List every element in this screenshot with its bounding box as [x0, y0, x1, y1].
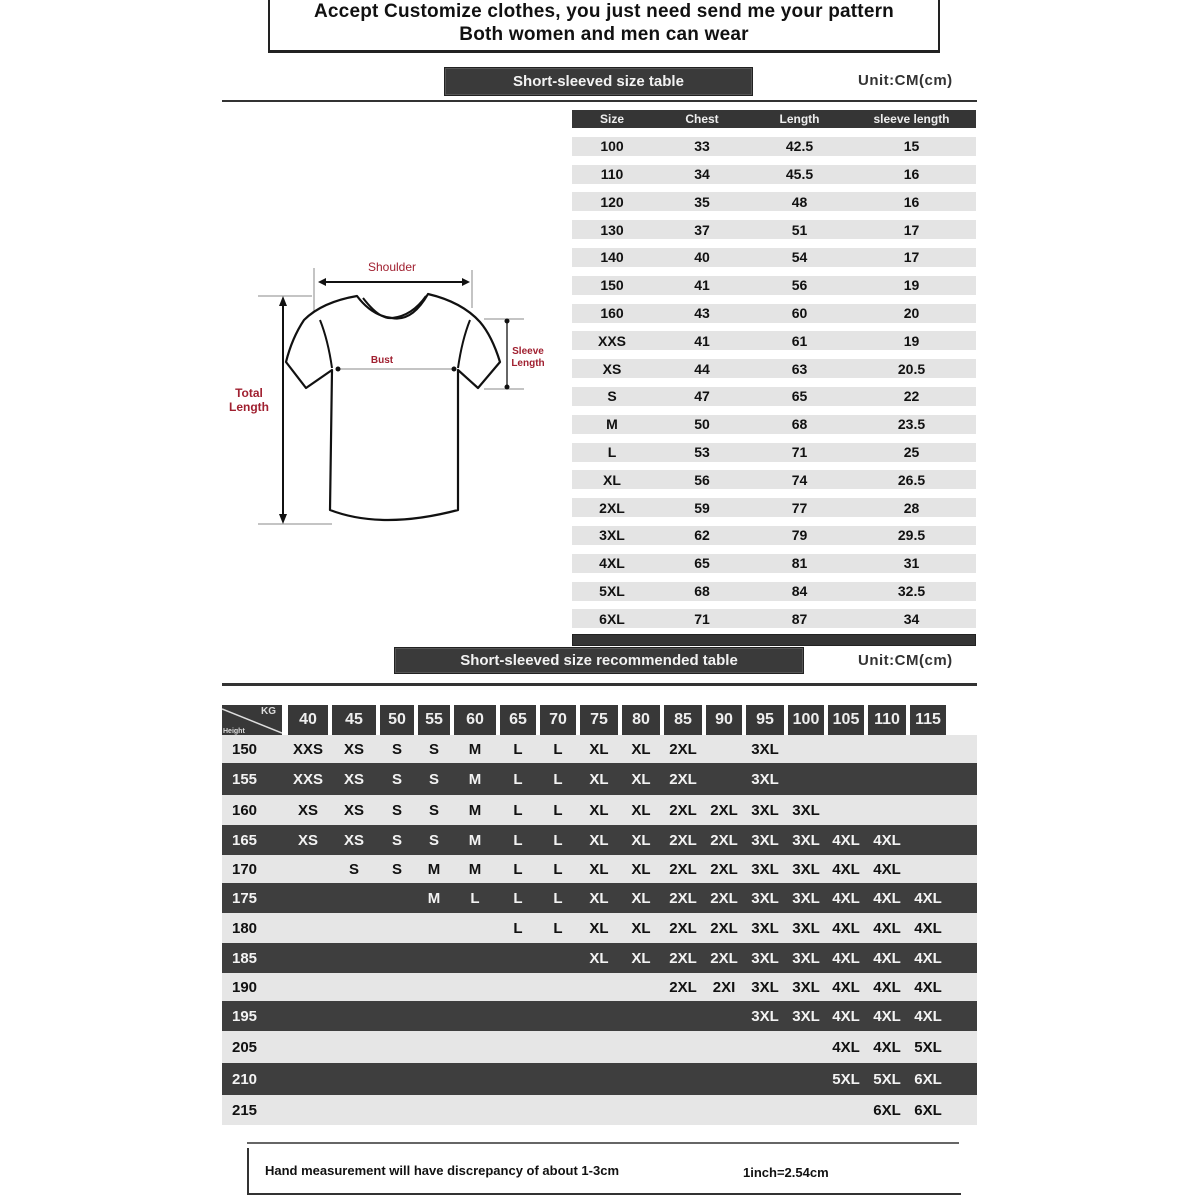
divider — [247, 1142, 959, 1144]
size-cell: 4XL — [873, 831, 901, 849]
table-row — [222, 855, 977, 883]
cell-sleeve-length: 23.5 — [897, 416, 926, 433]
size-cell: 4XL — [873, 1038, 901, 1056]
cell-length: 87 — [791, 610, 808, 627]
size-cell: XL — [589, 919, 609, 937]
size-cell: 4XL — [914, 1007, 942, 1025]
size-cell: XS — [297, 831, 318, 849]
cell-length: 63 — [791, 360, 808, 377]
size-cell: M — [468, 740, 482, 758]
size-cell: 4XL — [832, 860, 860, 878]
size-cell: 5XL — [832, 1070, 860, 1088]
cell-sleeve-length: 29.5 — [897, 527, 926, 544]
cell-chest: 43 — [694, 305, 710, 322]
size-cell: 3XL — [751, 1007, 779, 1025]
cell-size: 6XL — [599, 610, 625, 627]
cell-length: 71 — [791, 444, 808, 461]
table-row — [572, 331, 976, 350]
cell-length: 74 — [791, 471, 808, 488]
cell-size: XXS — [597, 332, 626, 349]
cell-size: XL — [603, 471, 621, 488]
size-cell: L — [513, 770, 523, 788]
weight-header-cell: 60 — [454, 705, 496, 735]
size-cell: 3XL — [751, 919, 779, 937]
size-cell: 3XL — [751, 978, 779, 996]
cell-size: M — [606, 416, 618, 433]
size-cell: L — [513, 919, 523, 937]
size-cell: XL — [631, 949, 651, 967]
size-cell: L — [513, 860, 523, 878]
cell-chest: 50 — [694, 416, 710, 433]
bust-label: Bust — [370, 355, 394, 366]
recommend-table-body — [222, 735, 977, 1125]
size-cell: L — [513, 801, 523, 819]
size-cell: 6XL — [873, 1101, 901, 1119]
cell-size: S — [607, 388, 617, 405]
cell-chest: 44 — [694, 360, 710, 377]
cell-size: 4XL — [599, 555, 625, 572]
size-cell: 6XL — [914, 1101, 942, 1119]
table-row — [572, 554, 976, 573]
table-row — [572, 276, 976, 295]
cell-sleeve-length: 22 — [903, 388, 920, 405]
cell-chest: 37 — [694, 221, 710, 238]
cell-length: 84 — [791, 583, 808, 600]
cell-chest: 35 — [694, 193, 710, 210]
table-row — [222, 943, 977, 973]
size-cell: 2XL — [710, 860, 738, 878]
corner-cell — [222, 705, 282, 735]
size-cell: XXS — [292, 770, 323, 788]
size-cell: 4XL — [873, 949, 901, 967]
size-cell: S — [428, 770, 439, 788]
size-cell: 2XL — [710, 949, 738, 967]
size-cell: 4XL — [832, 919, 860, 937]
cell-chest: 71 — [694, 610, 710, 627]
size-cell: 4XL — [832, 949, 860, 967]
size-cell: 4XL — [914, 949, 942, 967]
cell-chest: 62 — [694, 527, 710, 544]
cell-sleeve-length: 25 — [903, 444, 920, 461]
size-cell: 4XL — [873, 1007, 901, 1025]
cell-chest: 40 — [694, 249, 710, 266]
size-cell: 4XL — [873, 889, 901, 907]
size-cell: 4XL — [832, 978, 860, 996]
size-cell: L — [553, 770, 563, 788]
table-row — [222, 883, 977, 913]
cell-size: 150 — [600, 277, 624, 294]
table-row — [222, 1031, 977, 1063]
table-row — [222, 913, 977, 943]
cell-sleeve-length: 17 — [903, 221, 920, 238]
height-cell: 165 — [232, 831, 258, 849]
cell-size: 3XL — [599, 527, 625, 544]
sleeve-length-label: Sleeve Length — [511, 346, 545, 369]
cell-size: 110 — [600, 166, 624, 183]
size-cell: 3XL — [792, 860, 820, 878]
table-row — [222, 973, 977, 1001]
size-cell: 3XL — [792, 919, 820, 937]
cell-chest: 34 — [694, 166, 710, 183]
size-table-body — [572, 137, 976, 629]
size-cell: XS — [343, 770, 364, 788]
size-cell: L — [553, 860, 563, 878]
size-cell: 4XL — [914, 919, 942, 937]
cell-chest: 41 — [694, 332, 710, 349]
table-row — [572, 220, 976, 239]
cell-length: 79 — [791, 527, 808, 544]
height-cell: 190 — [232, 978, 258, 996]
table-row — [572, 304, 976, 323]
inch-conversion-note: 1inch=2.54cm — [743, 1165, 829, 1180]
size-cell: S — [348, 860, 359, 878]
table-row — [572, 137, 976, 156]
weight-header-cell: 95 — [746, 705, 784, 735]
size-cell: 2XL — [669, 740, 697, 758]
size-cell: L — [513, 740, 523, 758]
size-cell: 3XL — [792, 889, 820, 907]
height-cell: 155 — [232, 770, 258, 788]
size-cell: XS — [297, 801, 318, 819]
weight-header-cell: 90 — [706, 705, 742, 735]
cell-length: 65 — [791, 388, 808, 405]
column-header-size: Size — [599, 112, 624, 126]
cell-length: 42.5 — [785, 138, 814, 155]
size-table-footer-bar — [572, 634, 976, 646]
size-cell: XL — [589, 801, 609, 819]
cell-length: 68 — [791, 416, 808, 433]
cell-chest: 41 — [694, 277, 710, 294]
height-cell: 210 — [232, 1070, 258, 1088]
size-cell: XL — [589, 831, 609, 849]
cell-length: 60 — [791, 305, 808, 322]
cell-sleeve-length: 15 — [903, 138, 920, 155]
height-cell: 175 — [232, 889, 258, 907]
size-cell: S — [391, 740, 402, 758]
size-cell: 4XL — [873, 860, 901, 878]
height-cell: 160 — [232, 801, 258, 819]
size-cell: 3XL — [792, 801, 820, 819]
size-cell: 4XL — [832, 1038, 860, 1056]
height-cell: 185 — [232, 949, 258, 967]
size-cell: 5XL — [914, 1038, 942, 1056]
cell-sleeve-length: 16 — [903, 166, 920, 183]
size-cell: 3XL — [792, 978, 820, 996]
cell-sleeve-length: 28 — [903, 499, 920, 516]
size-cell: 2XL — [669, 978, 697, 996]
size-cell: 4XL — [914, 978, 942, 996]
divider — [222, 100, 977, 102]
table-row — [222, 735, 977, 763]
corner-kg-label: KG — [261, 706, 276, 717]
cell-chest: 68 — [694, 583, 710, 600]
size-cell: S — [391, 831, 402, 849]
size-cell: 4XL — [832, 1007, 860, 1025]
size-cell: L — [513, 831, 523, 849]
cell-chest: 53 — [694, 444, 710, 461]
cell-size: 160 — [600, 305, 624, 322]
size-cell: S — [428, 740, 439, 758]
cell-chest: 33 — [694, 138, 710, 155]
cell-length: 48 — [791, 193, 808, 210]
table-row — [222, 825, 977, 855]
size-cell: 2XL — [669, 770, 697, 788]
size-cell: XL — [631, 801, 651, 819]
weight-header-cell: 40 — [288, 705, 328, 735]
size-table-title: Short-sleeved size table — [444, 67, 753, 96]
size-table-unit: Unit:CM(cm) — [858, 72, 953, 89]
table-row — [222, 763, 977, 795]
cell-size: 120 — [600, 193, 624, 210]
size-cell: XL — [589, 949, 609, 967]
size-cell: L — [513, 889, 523, 907]
table-row — [572, 387, 976, 406]
cell-length: 61 — [791, 332, 808, 349]
size-cell: L — [470, 889, 480, 907]
size-cell: 4XL — [873, 919, 901, 937]
cell-length: 54 — [791, 249, 808, 266]
size-cell: M — [427, 889, 441, 907]
cell-length: 45.5 — [785, 166, 814, 183]
size-cell: L — [553, 889, 563, 907]
table-row — [572, 359, 976, 378]
size-cell: 4XL — [873, 978, 901, 996]
weight-header-cell: 110 — [868, 705, 906, 735]
cell-chest: 47 — [694, 388, 710, 405]
height-cell: 180 — [232, 919, 258, 937]
cell-sleeve-length: 19 — [903, 332, 920, 349]
cell-chest: 65 — [694, 555, 710, 572]
weight-header-cell: 85 — [664, 705, 702, 735]
cell-size: 5XL — [599, 583, 625, 600]
size-cell: M — [427, 860, 441, 878]
shoulder-label: Shoulder — [367, 260, 417, 274]
table-row — [222, 795, 977, 825]
size-cell: XL — [589, 770, 609, 788]
size-table — [572, 110, 976, 646]
size-cell: 2XL — [669, 860, 697, 878]
cell-sleeve-length: 32.5 — [897, 583, 926, 600]
cell-length: 81 — [791, 555, 808, 572]
measurement-note: Hand measurement will have discrepancy of about 1-3cm — [265, 1163, 620, 1178]
cell-sleeve-length: 19 — [903, 277, 920, 294]
table-row — [572, 192, 976, 211]
cell-chest: 59 — [694, 499, 710, 516]
size-cell: 2XL — [710, 831, 738, 849]
size-cell: XL — [589, 889, 609, 907]
weight-header-cell: 80 — [622, 705, 660, 735]
size-cell: M — [468, 860, 482, 878]
size-cell: XS — [343, 831, 364, 849]
table-row — [572, 582, 976, 601]
size-cell: 2XL — [669, 949, 697, 967]
cell-size: 2XL — [599, 499, 625, 516]
size-cell: L — [553, 831, 563, 849]
size-cell: XXS — [292, 740, 323, 758]
table-row — [222, 1063, 977, 1095]
cell-size: XS — [602, 360, 622, 377]
cell-sleeve-length: 17 — [903, 249, 920, 266]
cell-sleeve-length: 26.5 — [897, 471, 926, 488]
height-cell: 170 — [232, 860, 258, 878]
weight-header-cell: 75 — [580, 705, 618, 735]
size-cell: 2XL — [710, 919, 738, 937]
size-cell: 2XL — [669, 919, 697, 937]
size-cell: 3XL — [792, 1007, 820, 1025]
size-table-header — [572, 110, 976, 128]
size-cell: XL — [631, 889, 651, 907]
cell-size: 130 — [600, 221, 624, 238]
table-row — [572, 526, 976, 545]
size-cell: S — [391, 801, 402, 819]
size-cell: XL — [631, 770, 651, 788]
banner-line-2: Both women and men can wear — [459, 24, 749, 45]
size-cell: S — [391, 860, 402, 878]
size-cell: 4XL — [832, 831, 860, 849]
size-cell: 2XL — [710, 801, 738, 819]
size-cell: 3XL — [751, 949, 779, 967]
table-row — [572, 165, 976, 184]
cell-size: 100 — [600, 138, 624, 155]
weight-header-cell: 105 — [828, 705, 864, 735]
size-cell: 2XL — [669, 831, 697, 849]
weight-header-cell: 100 — [788, 705, 824, 735]
weight-header-cell: 50 — [380, 705, 414, 735]
table-row — [222, 1001, 977, 1031]
size-cell: 3XL — [751, 889, 779, 907]
size-cell: 3XL — [792, 949, 820, 967]
height-cell: 205 — [232, 1038, 258, 1056]
size-cell: 3XL — [751, 770, 779, 788]
weight-header-cell: 55 — [418, 705, 450, 735]
size-cell: XS — [343, 801, 364, 819]
cell-length: 56 — [791, 277, 808, 294]
size-cell: M — [468, 801, 482, 819]
size-cell: 3XL — [792, 831, 820, 849]
cell-sleeve-length: 20.5 — [897, 360, 926, 377]
footer-note-box — [247, 1148, 961, 1195]
weight-header-cell: 65 — [500, 705, 536, 735]
recommend-table — [222, 705, 977, 1125]
height-cell: 195 — [232, 1007, 258, 1025]
weight-header-cell: 115 — [910, 705, 946, 735]
size-cell: M — [468, 831, 482, 849]
table-row — [572, 415, 976, 434]
corner-height-label: Height — [223, 728, 245, 735]
cell-sleeve-length: 34 — [903, 610, 920, 627]
size-cell: 4XL — [832, 889, 860, 907]
size-cell: 2XI — [712, 978, 736, 996]
header-banner — [268, 0, 940, 53]
cell-chest: 56 — [694, 471, 710, 488]
tshirt-diagram — [222, 250, 552, 540]
column-header-chest: Chest — [685, 112, 719, 126]
cell-size: 140 — [600, 249, 624, 266]
table-row — [572, 248, 976, 267]
size-cell: XS — [343, 740, 364, 758]
weight-header-cell: 45 — [332, 705, 376, 735]
divider — [222, 683, 977, 686]
cell-sleeve-length: 16 — [903, 193, 920, 210]
size-cell: 4XL — [914, 889, 942, 907]
size-cell: L — [553, 801, 563, 819]
cell-sleeve-length: 31 — [903, 555, 920, 572]
table-row — [222, 1095, 977, 1125]
size-cell: S — [428, 801, 439, 819]
banner-line-1: Accept Customize clothes, you just need send me your pattern — [313, 1, 894, 22]
table-row — [572, 609, 976, 628]
size-cell: XL — [589, 860, 609, 878]
size-cell: 2XL — [669, 889, 697, 907]
size-cell: 3XL — [751, 740, 779, 758]
recommend-table-title: Short-sleeved size recommended table — [394, 647, 804, 674]
size-cell: 5XL — [873, 1070, 901, 1088]
size-cell: S — [428, 831, 439, 849]
total-length-label: Total Length — [229, 386, 269, 414]
size-cell: 6XL — [914, 1070, 942, 1088]
size-cell: 2XL — [669, 801, 697, 819]
height-cell: 215 — [232, 1101, 258, 1119]
size-cell: XL — [631, 919, 651, 937]
size-cell: 3XL — [751, 831, 779, 849]
size-cell: XL — [631, 860, 651, 878]
weight-header-cell: 70 — [540, 705, 576, 735]
size-cell: XL — [589, 740, 609, 758]
cell-length: 77 — [791, 499, 808, 516]
recommend-table-header — [222, 705, 977, 735]
size-cell: XL — [631, 740, 651, 758]
height-cell: 150 — [232, 740, 258, 758]
size-cell: L — [553, 919, 563, 937]
column-header-sleeve-length: sleeve length — [873, 112, 950, 126]
cell-size: L — [607, 444, 617, 461]
recommend-table-unit: Unit:CM(cm) — [858, 652, 953, 669]
size-cell: 3XL — [751, 801, 779, 819]
size-cell: 3XL — [751, 860, 779, 878]
size-cell: S — [391, 770, 402, 788]
table-row — [572, 498, 976, 517]
table-row — [572, 470, 976, 489]
table-row — [572, 443, 976, 462]
size-cell: XL — [631, 831, 651, 849]
cell-length: 51 — [791, 221, 808, 238]
size-cell: L — [553, 740, 563, 758]
column-header-length: Length — [779, 112, 820, 126]
size-cell: M — [468, 770, 482, 788]
cell-sleeve-length: 20 — [903, 305, 920, 322]
size-cell: 2XL — [710, 889, 738, 907]
